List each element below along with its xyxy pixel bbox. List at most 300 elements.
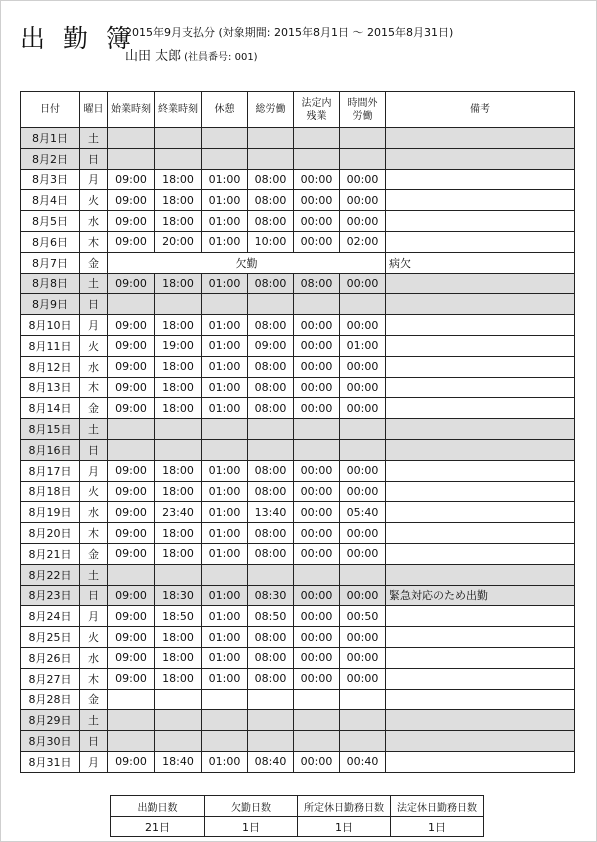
cell-end: 18:00 — [155, 190, 202, 211]
column-header-total: 総労働 — [248, 92, 294, 128]
table-row — [21, 606, 575, 627]
cell-date: 8月17日 — [21, 460, 80, 481]
column-header-legal-ot: 法定内 残業 — [294, 92, 340, 128]
cell-date: 8月31日 — [21, 751, 80, 772]
employee-number: (社員番号: 001) — [184, 52, 258, 63]
column-header-note: 備考 — [386, 92, 575, 128]
cell-end: 18:00 — [155, 481, 202, 502]
summary-header-row — [111, 796, 484, 817]
cell-overtime — [340, 128, 386, 149]
cell-break: 01:00 — [202, 585, 248, 606]
cell-note — [386, 398, 575, 419]
cell-end: 18:00 — [155, 627, 202, 648]
cell-break: 01:00 — [202, 377, 248, 398]
cell-date: 8月24日 — [21, 606, 80, 627]
cell-note — [386, 647, 575, 668]
cell-end — [155, 731, 202, 752]
cell-total: 13:40 — [248, 502, 294, 523]
cell-legal-ot: 00:00 — [294, 460, 340, 481]
column-header-dow: 曜日 — [80, 92, 108, 128]
cell-total — [248, 731, 294, 752]
cell-total: 08:00 — [248, 460, 294, 481]
cell-legal-ot: 00:00 — [294, 543, 340, 564]
cell-legal-ot — [294, 731, 340, 752]
employee-info — [125, 45, 258, 64]
cell-total: 08:00 — [248, 211, 294, 232]
cell-date: 8月22日 — [21, 564, 80, 585]
cell-total: 08:00 — [248, 398, 294, 419]
cell-note — [386, 335, 575, 356]
cell-date: 8月18日 — [21, 481, 80, 502]
summary-header: 所定休日勤務日数 — [298, 796, 391, 817]
summary-header: 欠勤日数 — [205, 796, 298, 817]
cell-overtime: 00:00 — [340, 273, 386, 294]
column-header-overtime: 時間外 労働 — [340, 92, 386, 128]
attendance-table — [20, 91, 575, 773]
cell-break — [202, 731, 248, 752]
cell-overtime: 00:40 — [340, 751, 386, 772]
cell-total — [248, 128, 294, 149]
cell-date: 8月27日 — [21, 668, 80, 689]
cell-dow: 水 — [80, 647, 108, 668]
cell-break: 01:00 — [202, 231, 248, 252]
cell-legal-ot — [294, 128, 340, 149]
cell-dow: 水 — [80, 356, 108, 377]
cell-date: 8月14日 — [21, 398, 80, 419]
cell-overtime: 00:00 — [340, 169, 386, 190]
cell-break: 01:00 — [202, 502, 248, 523]
cell-legal-ot: 00:00 — [294, 211, 340, 232]
cell-dow: 火 — [80, 335, 108, 356]
summary-value: 1日 — [298, 817, 391, 837]
cell-start: 09:00 — [108, 190, 155, 211]
employee-name: 山田 太郎 — [125, 49, 182, 64]
table-row — [21, 668, 575, 689]
cell-total: 09:00 — [248, 335, 294, 356]
cell-overtime — [340, 419, 386, 440]
cell-end: 18:00 — [155, 377, 202, 398]
cell-total: 08:30 — [248, 585, 294, 606]
cell-dow: 木 — [80, 231, 108, 252]
cell-overtime: 00:00 — [340, 190, 386, 211]
cell-total — [248, 564, 294, 585]
cell-dow: 木 — [80, 668, 108, 689]
cell-end — [155, 294, 202, 315]
cell-end: 18:00 — [155, 273, 202, 294]
cell-end — [155, 148, 202, 169]
cell-end: 18:00 — [155, 668, 202, 689]
summary-value: 21日 — [111, 817, 205, 837]
table-row — [21, 627, 575, 648]
cell-end: 20:00 — [155, 231, 202, 252]
cell-start: 09:00 — [108, 335, 155, 356]
cell-legal-ot: 00:00 — [294, 356, 340, 377]
table-row — [21, 377, 575, 398]
cell-start: 09:00 — [108, 356, 155, 377]
cell-total — [248, 294, 294, 315]
cell-total: 08:00 — [248, 668, 294, 689]
table-row — [21, 169, 575, 190]
table-row — [21, 585, 575, 606]
cell-dow: 土 — [80, 419, 108, 440]
cell-legal-ot — [294, 439, 340, 460]
cell-date: 8月26日 — [21, 647, 80, 668]
cell-total: 08:00 — [248, 627, 294, 648]
cell-note — [386, 128, 575, 149]
cell-date: 8月12日 — [21, 356, 80, 377]
cell-break: 01:00 — [202, 668, 248, 689]
cell-overtime: 00:00 — [340, 585, 386, 606]
cell-start: 09:00 — [108, 398, 155, 419]
cell-dow: 木 — [80, 523, 108, 544]
table-row — [21, 460, 575, 481]
cell-note — [386, 273, 575, 294]
cell-date: 8月15日 — [21, 419, 80, 440]
cell-overtime: 00:00 — [340, 460, 386, 481]
cell-break: 01:00 — [202, 190, 248, 211]
cell-end: 18:00 — [155, 169, 202, 190]
cell-date: 8月25日 — [21, 627, 80, 648]
cell-total: 08:00 — [248, 273, 294, 294]
cell-break — [202, 148, 248, 169]
cell-note — [386, 502, 575, 523]
pay-period: 2015年9月支払分 (対象期間: 2015年8月1日 〜 2015年8月31日) — [125, 26, 454, 39]
cell-overtime: 00:00 — [340, 627, 386, 648]
cell-end: 18:40 — [155, 751, 202, 772]
table-row — [21, 523, 575, 544]
table-row — [21, 564, 575, 585]
table-row — [21, 211, 575, 232]
table-row — [21, 689, 575, 710]
cell-overtime: 00:00 — [340, 356, 386, 377]
cell-break: 01:00 — [202, 481, 248, 502]
column-header-date: 日付 — [21, 92, 80, 128]
table-row — [21, 710, 575, 731]
cell-start: 09:00 — [108, 315, 155, 336]
cell-start: 09:00 — [108, 751, 155, 772]
cell-date: 8月23日 — [21, 585, 80, 606]
cell-total: 08:00 — [248, 377, 294, 398]
cell-break: 01:00 — [202, 398, 248, 419]
cell-start: 09:00 — [108, 377, 155, 398]
cell-note — [386, 419, 575, 440]
cell-date: 8月1日 — [21, 128, 80, 149]
cell-dow: 日 — [80, 585, 108, 606]
cell-end: 18:00 — [155, 523, 202, 544]
cell-start — [108, 731, 155, 752]
cell-start — [108, 689, 155, 710]
cell-overtime — [340, 689, 386, 710]
table-row — [21, 731, 575, 752]
cell-break: 01:00 — [202, 627, 248, 648]
cell-start: 09:00 — [108, 523, 155, 544]
cell-end: 18:30 — [155, 585, 202, 606]
document-title: 出 勤 簿 — [20, 24, 136, 53]
cell-dow: 火 — [80, 190, 108, 211]
cell-break: 01:00 — [202, 273, 248, 294]
cell-dow: 金 — [80, 252, 108, 273]
cell-dow: 日 — [80, 439, 108, 460]
cell-overtime: 00:50 — [340, 606, 386, 627]
cell-date: 8月21日 — [21, 543, 80, 564]
cell-overtime: 00:00 — [340, 211, 386, 232]
cell-end — [155, 564, 202, 585]
cell-dow: 土 — [80, 128, 108, 149]
cell-start: 09:00 — [108, 169, 155, 190]
cell-end — [155, 439, 202, 460]
summary-value: 1日 — [391, 817, 484, 837]
cell-overtime: 00:00 — [340, 481, 386, 502]
cell-break — [202, 710, 248, 731]
table-row — [21, 128, 575, 149]
cell-break: 01:00 — [202, 211, 248, 232]
cell-start: 09:00 — [108, 231, 155, 252]
cell-overtime: 00:00 — [340, 523, 386, 544]
cell-start: 09:00 — [108, 273, 155, 294]
cell-dow: 日 — [80, 294, 108, 315]
cell-date: 8月2日 — [21, 148, 80, 169]
cell-dow: 土 — [80, 710, 108, 731]
cell-total: 08:00 — [248, 356, 294, 377]
table-row — [21, 502, 575, 523]
table-row — [21, 294, 575, 315]
cell-total — [248, 419, 294, 440]
cell-legal-ot: 00:00 — [294, 606, 340, 627]
cell-dow: 月 — [80, 460, 108, 481]
cell-break: 01:00 — [202, 647, 248, 668]
cell-total: 08:50 — [248, 606, 294, 627]
cell-note — [386, 231, 575, 252]
cell-end: 18:00 — [155, 647, 202, 668]
cell-legal-ot: 00:00 — [294, 231, 340, 252]
cell-start — [108, 439, 155, 460]
cell-end: 18:00 — [155, 356, 202, 377]
cell-end — [155, 689, 202, 710]
cell-note — [386, 211, 575, 232]
cell-note — [386, 523, 575, 544]
cell-break: 01:00 — [202, 460, 248, 481]
table-row — [21, 252, 575, 273]
cell-end: 18:00 — [155, 460, 202, 481]
cell-date: 8月9日 — [21, 294, 80, 315]
cell-legal-ot: 00:00 — [294, 335, 340, 356]
cell-break: 01:00 — [202, 751, 248, 772]
cell-overtime — [340, 710, 386, 731]
cell-dow: 月 — [80, 169, 108, 190]
cell-start: 09:00 — [108, 543, 155, 564]
cell-legal-ot: 00:00 — [294, 377, 340, 398]
cell-note — [386, 564, 575, 585]
cell-break: 01:00 — [202, 335, 248, 356]
cell-start — [108, 294, 155, 315]
cell-start: 09:00 — [108, 606, 155, 627]
cell-overtime: 00:00 — [340, 543, 386, 564]
cell-overtime: 00:00 — [340, 398, 386, 419]
cell-dow: 火 — [80, 481, 108, 502]
cell-start — [108, 564, 155, 585]
cell-legal-ot: 00:00 — [294, 523, 340, 544]
cell-legal-ot: 08:00 — [294, 273, 340, 294]
cell-break: 01:00 — [202, 315, 248, 336]
cell-legal-ot: 00:00 — [294, 398, 340, 419]
cell-legal-ot: 00:00 — [294, 190, 340, 211]
cell-start: 09:00 — [108, 481, 155, 502]
cell-break — [202, 564, 248, 585]
cell-overtime — [340, 564, 386, 585]
cell-start — [108, 128, 155, 149]
summary-value-row — [111, 817, 484, 837]
cell-break: 01:00 — [202, 523, 248, 544]
cell-overtime: 00:00 — [340, 377, 386, 398]
cell-date: 8月5日 — [21, 211, 80, 232]
table-row — [21, 335, 575, 356]
cell-dow: 土 — [80, 273, 108, 294]
table-row — [21, 356, 575, 377]
cell-date: 8月7日 — [21, 252, 80, 273]
cell-note — [386, 606, 575, 627]
cell-dow: 水 — [80, 502, 108, 523]
cell-date: 8月3日 — [21, 169, 80, 190]
cell-dow: 日 — [80, 148, 108, 169]
cell-end: 23:40 — [155, 502, 202, 523]
cell-total: 08:00 — [248, 315, 294, 336]
cell-overtime: 01:00 — [340, 335, 386, 356]
attendance-header-row — [21, 92, 575, 128]
cell-total — [248, 148, 294, 169]
table-row — [21, 543, 575, 564]
summary-table — [110, 795, 484, 837]
cell-note — [386, 190, 575, 211]
cell-overtime: 02:00 — [340, 231, 386, 252]
cell-date: 8月10日 — [21, 315, 80, 336]
cell-total: 08:00 — [248, 647, 294, 668]
table-row — [21, 398, 575, 419]
cell-start: 09:00 — [108, 668, 155, 689]
cell-note — [386, 460, 575, 481]
cell-break: 01:00 — [202, 169, 248, 190]
cell-legal-ot — [294, 689, 340, 710]
cell-dow: 月 — [80, 315, 108, 336]
table-row — [21, 190, 575, 211]
cell-start — [108, 710, 155, 731]
cell-legal-ot: 00:00 — [294, 751, 340, 772]
cell-start — [108, 148, 155, 169]
cell-legal-ot: 00:00 — [294, 627, 340, 648]
cell-start: 09:00 — [108, 647, 155, 668]
cell-legal-ot: 00:00 — [294, 668, 340, 689]
cell-break — [202, 439, 248, 460]
cell-overtime: 00:00 — [340, 647, 386, 668]
cell-legal-ot: 00:00 — [294, 315, 340, 336]
cell-note: 病欠 — [386, 252, 575, 273]
cell-date: 8月30日 — [21, 731, 80, 752]
cell-start: 09:00 — [108, 585, 155, 606]
cell-overtime: 00:00 — [340, 315, 386, 336]
cell-date: 8月20日 — [21, 523, 80, 544]
table-row — [21, 439, 575, 460]
summary-header: 出勤日数 — [111, 796, 205, 817]
cell-note — [386, 356, 575, 377]
cell-note: 緊急対応のため出勤 — [386, 585, 575, 606]
summary-header: 法定休日勤務日数 — [391, 796, 484, 817]
cell-dow: 金 — [80, 543, 108, 564]
cell-start — [108, 419, 155, 440]
cell-legal-ot: 00:00 — [294, 647, 340, 668]
cell-dow: 火 — [80, 627, 108, 648]
cell-note — [386, 689, 575, 710]
cell-note — [386, 377, 575, 398]
table-row — [21, 273, 575, 294]
cell-date: 8月19日 — [21, 502, 80, 523]
cell-dow: 金 — [80, 398, 108, 419]
cell-break: 01:00 — [202, 543, 248, 564]
cell-date: 8月29日 — [21, 710, 80, 731]
cell-end: 19:00 — [155, 335, 202, 356]
cell-legal-ot — [294, 710, 340, 731]
cell-start: 09:00 — [108, 627, 155, 648]
cell-overtime — [340, 294, 386, 315]
cell-note — [386, 543, 575, 564]
cell-note — [386, 148, 575, 169]
cell-total — [248, 439, 294, 460]
summary-value: 1日 — [205, 817, 298, 837]
cell-end: 18:00 — [155, 398, 202, 419]
cell-total — [248, 710, 294, 731]
cell-end: 18:00 — [155, 543, 202, 564]
cell-date: 8月4日 — [21, 190, 80, 211]
cell-legal-ot: 00:00 — [294, 585, 340, 606]
cell-overtime — [340, 439, 386, 460]
cell-total: 10:00 — [248, 231, 294, 252]
table-row — [21, 481, 575, 502]
cell-end — [155, 710, 202, 731]
cell-total: 08:40 — [248, 751, 294, 772]
cell-break — [202, 294, 248, 315]
cell-end — [155, 128, 202, 149]
cell-legal-ot: 00:00 — [294, 169, 340, 190]
cell-date: 8月6日 — [21, 231, 80, 252]
cell-note — [386, 710, 575, 731]
cell-legal-ot: 00:00 — [294, 481, 340, 502]
cell-legal-ot: 00:00 — [294, 502, 340, 523]
cell-dow: 水 — [80, 211, 108, 232]
cell-date: 8月8日 — [21, 273, 80, 294]
cell-end: 18:00 — [155, 211, 202, 232]
column-header-break: 休憩 — [202, 92, 248, 128]
column-header-start: 始業時刻 — [108, 92, 155, 128]
cell-legal-ot — [294, 564, 340, 585]
cell-note — [386, 169, 575, 190]
cell-date: 8月13日 — [21, 377, 80, 398]
cell-note — [386, 439, 575, 460]
cell-legal-ot — [294, 294, 340, 315]
cell-note — [386, 751, 575, 772]
cell-dow: 月 — [80, 606, 108, 627]
cell-break — [202, 419, 248, 440]
table-row — [21, 231, 575, 252]
table-row — [21, 148, 575, 169]
cell-total: 08:00 — [248, 190, 294, 211]
cell-note — [386, 731, 575, 752]
cell-break — [202, 128, 248, 149]
cell-note — [386, 627, 575, 648]
cell-break — [202, 689, 248, 710]
cell-absent: 欠勤 — [108, 252, 386, 273]
cell-start: 09:00 — [108, 502, 155, 523]
table-row — [21, 315, 575, 336]
cell-note — [386, 668, 575, 689]
cell-end — [155, 419, 202, 440]
